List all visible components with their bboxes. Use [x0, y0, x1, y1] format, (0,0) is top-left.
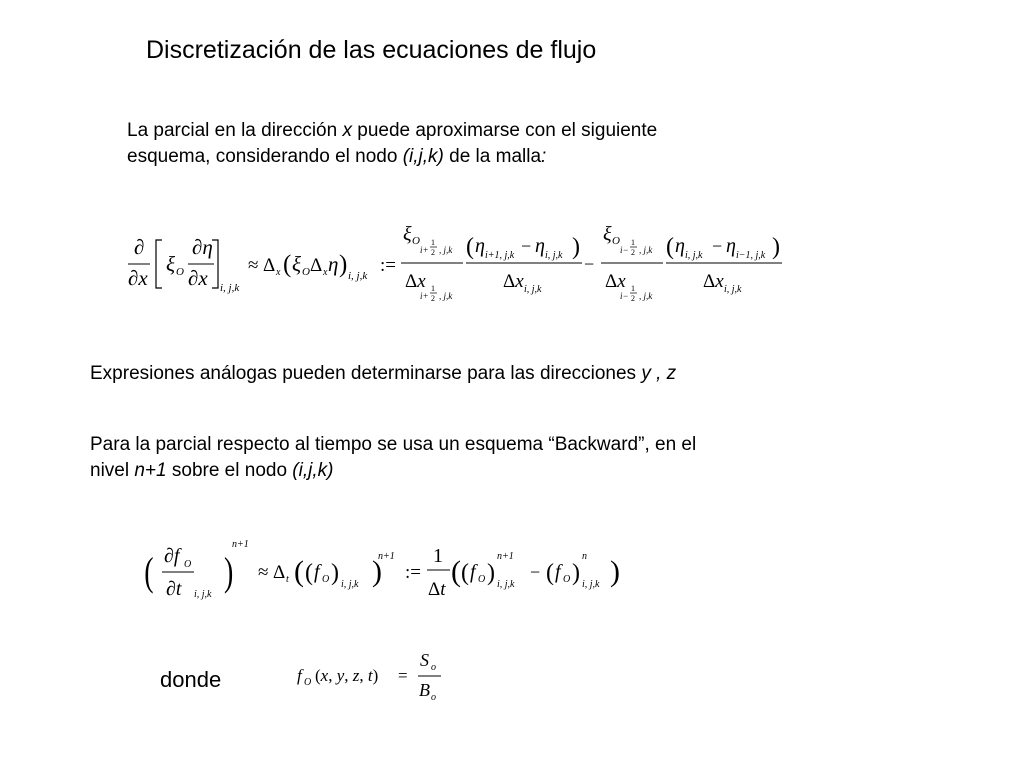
svg-text:∂x: ∂x	[188, 266, 208, 290]
svg-text:): )	[372, 555, 382, 588]
svg-text:i, j,k: i, j,k	[348, 270, 368, 282]
svg-text::=: :=	[380, 255, 396, 276]
svg-text:−: −	[712, 236, 723, 256]
svg-text:η: η	[475, 235, 485, 257]
svg-text:n+1: n+1	[378, 551, 395, 562]
svg-text:i, j,k: i, j,k	[545, 250, 563, 261]
equation-fo-definition	[295, 645, 465, 705]
lhs-partial	[128, 235, 240, 294]
svg-text:t: t	[286, 574, 289, 585]
svg-text:f: f	[297, 666, 302, 685]
svg-text:ξ: ξ	[166, 252, 175, 276]
svg-text:n+1: n+1	[497, 551, 514, 562]
svg-text:): )	[224, 550, 234, 595]
svg-text:Δ: Δ	[310, 255, 323, 276]
svg-text:1: 1	[431, 284, 435, 293]
svg-text:η: η	[535, 235, 545, 257]
svg-text:x: x	[323, 267, 328, 278]
svg-text:): )	[487, 560, 495, 586]
svg-text:O: O	[304, 677, 312, 688]
svg-text:, j,k: , j,k	[439, 245, 453, 255]
paragraph-x-direction: La parcial en la dirección x puede aproximarse con el siguiente esquema, considerando el nodo (i,j,k) de la malla:	[127, 120, 658, 167]
svg-text:−: −	[530, 562, 541, 582]
svg-text:, j,k: , j,k	[639, 291, 653, 301]
svg-text:n: n	[582, 551, 587, 562]
svg-text:∂t: ∂t	[166, 578, 182, 600]
svg-text:ξ: ξ	[292, 252, 301, 276]
svg-text:): )	[572, 560, 580, 586]
svg-text:Δx: Δx	[503, 271, 524, 292]
svg-text:1: 1	[631, 238, 635, 247]
minus-sign: −	[584, 254, 595, 274]
svg-text:∂: ∂	[134, 235, 145, 259]
svg-text:(x, y, z, t): (x, y, z, t)	[315, 666, 379, 685]
svg-text:(: (	[466, 234, 474, 260]
svg-text:O: O	[176, 266, 184, 278]
svg-text:, j,k: , j,k	[439, 291, 453, 301]
svg-text:O: O	[412, 235, 420, 247]
svg-text:i, j,k: i, j,k	[724, 284, 742, 295]
svg-text:1: 1	[433, 545, 443, 567]
svg-text:f: f	[314, 561, 320, 583]
svg-text:, j,k: , j,k	[639, 245, 653, 255]
svg-text:η: η	[328, 252, 339, 276]
svg-text:): )	[772, 234, 780, 260]
slide-title: Discretización de las ecuaciones de flujo	[146, 36, 597, 64]
svg-text:Δt: Δt	[428, 579, 446, 600]
svg-text:∂x: ∂x	[128, 266, 148, 290]
svg-text:2: 2	[431, 248, 435, 257]
svg-text:n+1: n+1	[232, 539, 249, 550]
svg-text:(: (	[305, 560, 313, 586]
paragraph-time-derivative: Para la parcial respecto al tiempo se usa un esquema “Backward”, en el nivel n+1 sobre el nodo (i,j,k)	[90, 434, 697, 481]
svg-text:): )	[572, 234, 580, 260]
svg-text:i+: i+	[420, 245, 429, 255]
svg-text:f: f	[555, 561, 561, 583]
svg-text:(: (	[294, 555, 304, 588]
forward-term	[401, 223, 582, 303]
svg-text:∂η: ∂η	[192, 235, 213, 259]
svg-text:(: (	[546, 560, 554, 586]
svg-text:i, j,k: i, j,k	[341, 579, 359, 590]
svg-text:i, j,k: i, j,k	[194, 589, 212, 600]
svg-text:∂f: ∂f	[164, 545, 180, 567]
svg-text:Δ: Δ	[263, 255, 276, 276]
svg-text:1: 1	[431, 238, 435, 247]
svg-text:(: (	[451, 555, 461, 588]
svg-text:(: (	[666, 234, 674, 260]
svg-text:2: 2	[431, 294, 435, 303]
svg-text:i+1, j,k: i+1, j,k	[485, 250, 515, 261]
svg-text:O: O	[478, 574, 486, 585]
svg-text:x: x	[276, 267, 281, 278]
svg-text:η: η	[726, 235, 736, 257]
svg-text:i−1, j,k: i−1, j,k	[736, 250, 766, 261]
equation-x-discretization	[120, 218, 800, 318]
equation-time-discretization	[140, 535, 640, 605]
svg-text:2: 2	[631, 294, 635, 303]
svg-text:ξ: ξ	[403, 223, 412, 245]
delta-t-operator	[258, 551, 421, 590]
svg-text:i, j,k: i, j,k	[685, 250, 703, 261]
svg-text:o: o	[431, 662, 436, 673]
donde-label: donde	[160, 667, 222, 692]
svg-text:(: (	[144, 550, 154, 595]
svg-text:Δx: Δx	[703, 271, 724, 292]
svg-text:): )	[331, 560, 339, 586]
svg-text:Δ: Δ	[273, 562, 286, 583]
time-partial	[144, 539, 249, 600]
svg-text:ξ: ξ	[603, 223, 612, 245]
svg-text:i, j,k: i, j,k	[582, 579, 600, 590]
svg-text:Δx: Δx	[605, 271, 626, 292]
svg-text:f: f	[470, 561, 476, 583]
delta-x-operator	[248, 251, 396, 282]
svg-text:B: B	[419, 680, 430, 700]
svg-text:O: O	[184, 559, 192, 570]
svg-text:i−: i−	[620, 245, 629, 255]
svg-text:=: =	[398, 666, 408, 685]
svg-text:2: 2	[631, 248, 635, 257]
svg-text::=: :=	[405, 562, 421, 583]
svg-text:o: o	[431, 692, 436, 703]
svg-text:−: −	[521, 236, 532, 256]
svg-text:η: η	[675, 235, 685, 257]
svg-text:Δx: Δx	[405, 271, 426, 292]
svg-text:S: S	[420, 650, 429, 670]
svg-text:O: O	[612, 235, 620, 247]
svg-text:(: (	[283, 251, 292, 278]
svg-text:≈: ≈	[258, 562, 269, 583]
svg-text:): )	[610, 555, 620, 588]
svg-text:i−: i−	[620, 291, 629, 301]
svg-text:1: 1	[631, 284, 635, 293]
svg-text:i, j,k: i, j,k	[497, 579, 515, 590]
time-rhs	[427, 545, 620, 600]
svg-text:O: O	[563, 574, 571, 585]
svg-text:i+: i+	[420, 291, 429, 301]
paragraph-other-directions: Expresiones análogas pueden determinarse para las direcciones y , z	[90, 363, 677, 384]
svg-text:O: O	[322, 574, 330, 585]
svg-text:O: O	[302, 266, 310, 278]
svg-text:i, j,k: i, j,k	[524, 284, 542, 295]
backward-term	[601, 223, 782, 303]
svg-text:(: (	[461, 560, 469, 586]
svg-text:): )	[339, 251, 348, 278]
svg-text:≈: ≈	[248, 255, 259, 276]
svg-text:i, j,k: i, j,k	[220, 282, 240, 294]
